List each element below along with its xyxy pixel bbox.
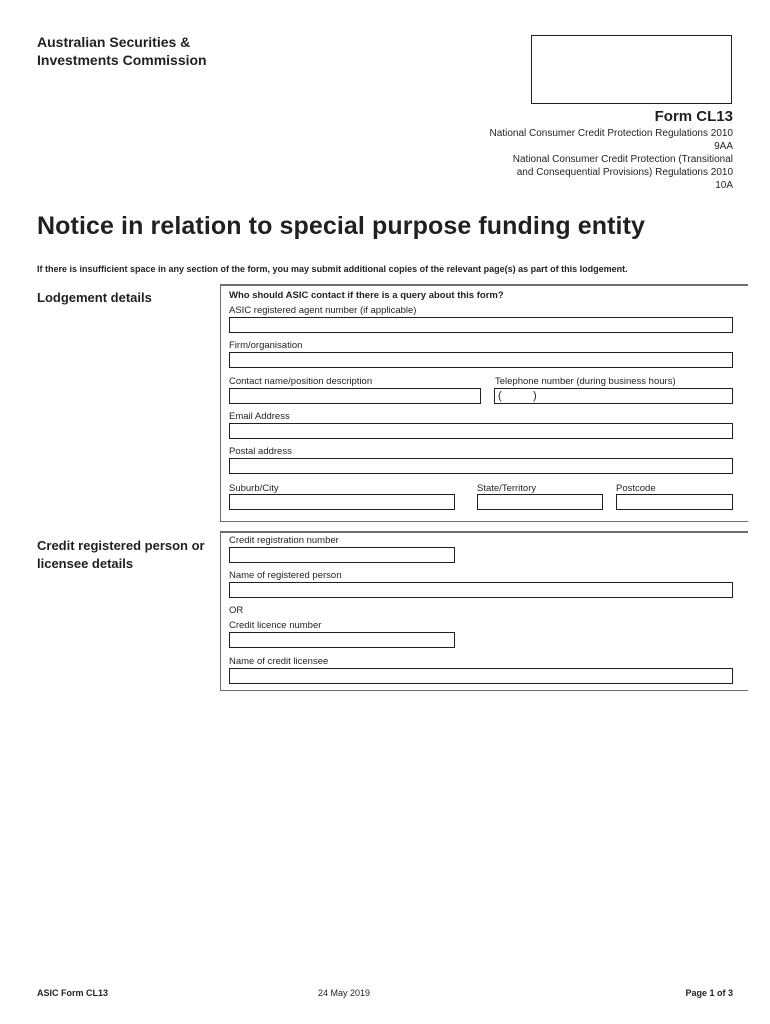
licence-number-field[interactable]: [229, 632, 455, 648]
footer-date: 24 May 2019: [318, 988, 371, 998]
regulation-line: and Consequential Provisions) Regulations 2010: [516, 167, 733, 178]
registration-number-label: Credit registration number: [229, 535, 339, 546]
office-use-box: [531, 35, 732, 104]
organisation-name-line1: Australian Securities &: [37, 34, 191, 50]
registration-number-field[interactable]: [229, 547, 455, 563]
regulation-line: 10A: [715, 180, 733, 191]
section-side-rule: [220, 285, 221, 521]
postal-address-field[interactable]: [229, 458, 733, 474]
agent-number-field[interactable]: [229, 317, 733, 333]
postal-address-label: Postal address: [229, 446, 292, 457]
contact-name-label: Contact name/position description: [229, 376, 373, 387]
area-code-open-paren: (: [498, 390, 502, 402]
postcode-field[interactable]: [616, 494, 733, 510]
postcode-label: Postcode: [616, 483, 656, 494]
licensee-name-label: Name of credit licensee: [229, 656, 329, 667]
suburb-label: Suburb/City: [229, 483, 279, 494]
email-field[interactable]: [229, 423, 733, 439]
regulation-line: 9AA: [714, 141, 733, 152]
state-field[interactable]: [477, 494, 603, 510]
state-label: State/Territory: [477, 483, 537, 494]
section-side-rule: [220, 532, 221, 690]
suburb-field[interactable]: [229, 494, 455, 510]
regulation-line: National Consumer Credit Protection (Transitional: [512, 154, 733, 165]
regulation-line: National Consumer Credit Protection Regulations 2010: [489, 128, 733, 139]
lodgement-details-heading: Lodgement details: [37, 290, 152, 305]
section-bottom-rule: [220, 690, 748, 691]
licence-number-label: Credit licence number: [229, 620, 322, 631]
organisation-name-line2: Investments Commission: [37, 52, 207, 68]
section-divider: [220, 531, 748, 533]
registered-person-field[interactable]: [229, 582, 733, 598]
instruction-text: If there is insufficient space in any section of the form, you may submit additional copies of the relevant page(s) as part of this lodgement.: [37, 264, 628, 274]
credit-details-heading-line2: licensee details: [37, 556, 134, 571]
agent-number-label: ASIC registered agent number (if applicable): [229, 305, 417, 316]
firm-field[interactable]: [229, 352, 733, 368]
licensee-name-field[interactable]: [229, 668, 733, 684]
section-divider: [220, 284, 748, 286]
form-number: Form CL13: [654, 108, 733, 125]
telephone-label: Telephone number (during business hours): [495, 376, 676, 387]
telephone-field[interactable]: [494, 388, 733, 404]
regulations-reference: [433, 127, 733, 192]
firm-label: Firm/organisation: [229, 340, 303, 351]
credit-details-heading: [37, 537, 205, 573]
area-code-close-paren: ): [533, 390, 537, 402]
contact-question: Who should ASIC contact if there is a query about this form?: [229, 290, 504, 301]
section-bottom-rule: [220, 521, 748, 522]
organisation-name: [37, 33, 207, 69]
or-label: OR: [229, 605, 244, 616]
credit-details-heading-line1: Credit registered person or: [37, 538, 205, 553]
registered-person-label: Name of registered person: [229, 570, 342, 581]
footer-form-name: ASIC Form CL13: [37, 988, 109, 998]
footer-page-number: Page 1 of 3: [685, 988, 733, 998]
email-label: Email Address: [229, 411, 290, 422]
contact-name-field[interactable]: [229, 388, 481, 404]
page-title: Notice in relation to special purpose funding entity: [37, 212, 646, 240]
